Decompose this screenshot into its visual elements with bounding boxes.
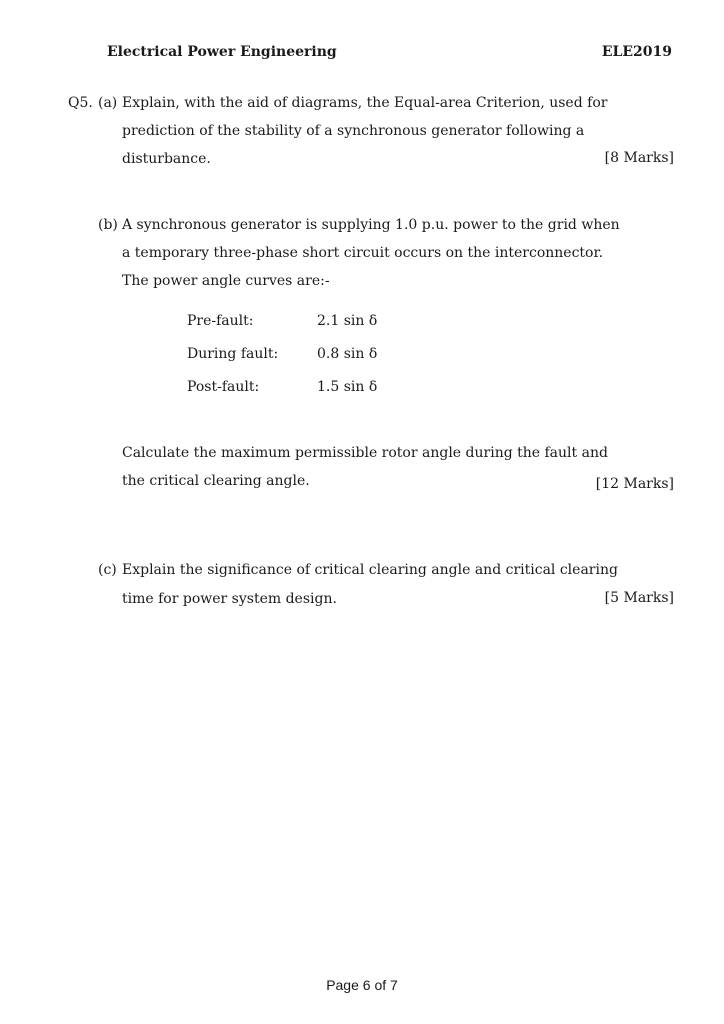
part-b-line-3: The power angle curves are:- — [122, 273, 330, 289]
question-number: Q5. — [68, 95, 93, 111]
part-c-label: (c) — [98, 562, 117, 578]
page-number: Page 6 of 7 — [326, 977, 398, 993]
part-b-label: (b) — [98, 217, 118, 233]
part-a-marks: [8 Marks] — [604, 150, 674, 166]
part-b-task-line-1: Calculate the maximum permissible rotor angle during the fault and — [122, 445, 608, 461]
part-b-marks: [12 Marks] — [595, 476, 674, 492]
part-b-line-2: a temporary three-phase short circuit occurs on the interconnector. — [122, 245, 604, 261]
part-a-line-3: disturbance. — [122, 151, 211, 167]
part-b-line-1: A synchronous generator is supplying 1.0 p.u. power to the grid when — [122, 217, 620, 233]
part-a-line-2: prediction of the stability of a synchronous generator following a — [122, 123, 585, 139]
part-c-line-2: time for power system design. — [122, 591, 337, 607]
course-title: Electrical Power Engineering — [107, 44, 337, 60]
curve-label-postfault: Post-fault: — [187, 379, 260, 395]
curve-value-during-fault: 0.8 sin δ — [317, 346, 378, 362]
course-code: ELE2019 — [601, 44, 672, 60]
part-a-label: (a) — [98, 95, 118, 111]
curve-label-during-fault: During fault: — [187, 346, 279, 362]
curve-label-prefault: Pre-fault: — [187, 313, 254, 329]
curve-value-prefault: 2.1 sin δ — [317, 313, 378, 329]
part-a-line-1: Explain, with the aid of diagrams, the Equal-area Criterion, used for — [122, 95, 608, 111]
part-c-line-1: Explain the significance of critical clearing angle and critical clearing — [122, 562, 618, 578]
part-c-marks: [5 Marks] — [604, 590, 674, 606]
part-b-task-line-2: the critical clearing angle. — [122, 473, 310, 489]
curve-value-postfault: 1.5 sin δ — [317, 379, 378, 395]
